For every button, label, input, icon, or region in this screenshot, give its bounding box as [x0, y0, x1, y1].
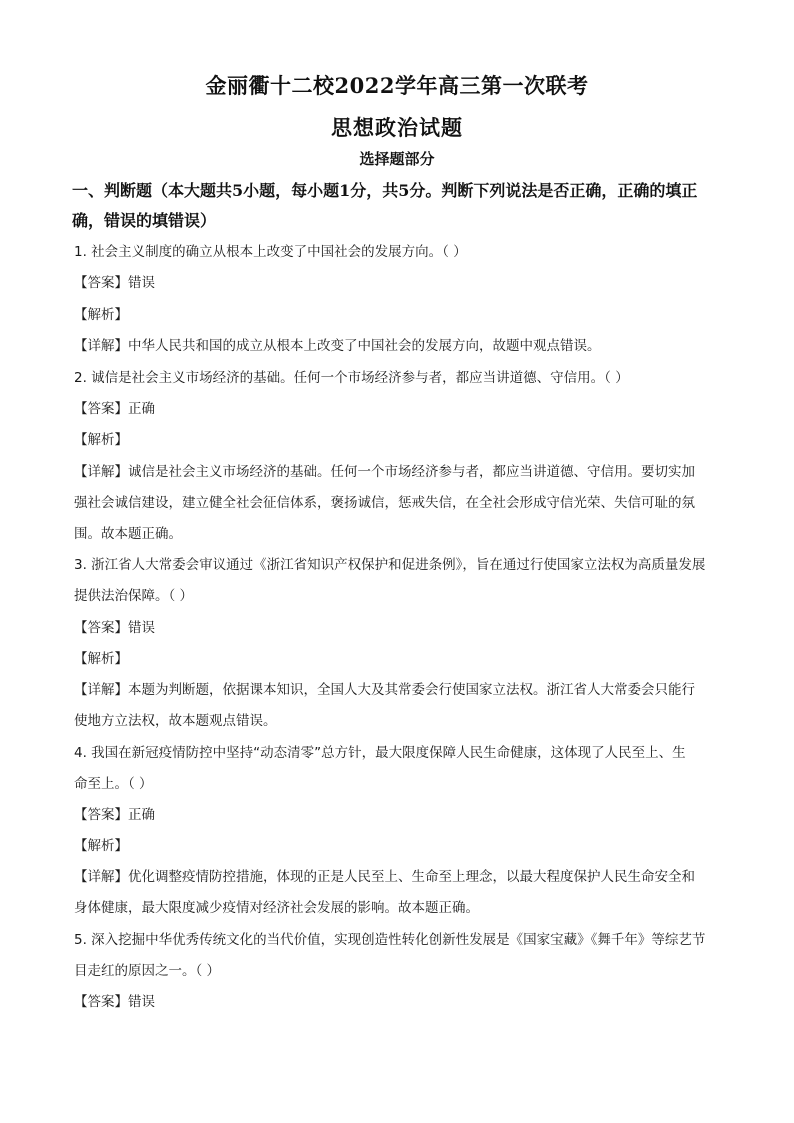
question-3-detail-line-1 [74, 680, 734, 700]
question-2-answer [74, 399, 734, 419]
detail-text: 优化调整疫情防控措施，体现的正是人民至上、生命至上理念，以最大程度保护人民生命安全和 [128, 869, 695, 885]
answer-value: 错误 [128, 275, 155, 291]
question-2-analysis-label: 【解析】 [74, 432, 128, 448]
detail-label: 【详解】 [74, 464, 128, 480]
answer-label: 【答案】 [74, 275, 128, 291]
answer-label: 【答案】 [74, 994, 128, 1010]
question-1-answer [74, 273, 734, 293]
answer-value: 正确 [128, 401, 155, 417]
question-3-stem-line-1: 3. 浙江省人大常委会审议通过《浙江省知识产权保护和促进条例》，旨在通过行使国家立法权为高质量发展 [74, 557, 706, 573]
question-4-detail-line-2: 身体健康，最大限度减少疫情对经济社会发展的影响。故本题正确。 [74, 900, 479, 916]
answer-label: 【答案】 [74, 807, 128, 823]
question-4-detail-line-1 [74, 867, 734, 887]
question-2-detail-line-3: 围。故本题正确。 [74, 526, 182, 542]
question-2-detail-line-2: 强社会诚信建设，建立健全社会征信体系，褒扬诚信，惩戒失信，在全社会形成守信光荣、失信可耻的氛 [74, 495, 695, 511]
section-heading-line-1: 一、判断题（本大题共5小题，每小题1分，共5分。判断下列说法是否正确，正确的填正 [72, 181, 698, 200]
question-3-analysis-label: 【解析】 [74, 651, 128, 667]
question-5-stem-line-2: 目走红的原因之一。（ ） [74, 963, 221, 979]
section-heading-line-2: 确，错误的填错误） [72, 211, 217, 230]
detail-label: 【详解】 [74, 869, 128, 885]
question-4-stem-line-2: 命至上。（ ） [74, 776, 153, 792]
question-3-stem-line-2: 提供法治保障。（ ） [74, 588, 194, 604]
question-4-stem-line-1: 4. 我国在新冠疫情防控中坚持“动态清零”总方针，最大限度保障人民生命健康，这体现了人民至上、生 [74, 745, 686, 761]
exam-title: 金丽衢十二校2022学年高三第一次联考 [205, 73, 589, 98]
detail-text: 中华人民共和国的成立从根本上改变了中国社会的发展方向，故题中观点错误。 [128, 338, 601, 354]
answer-value: 正确 [128, 807, 155, 823]
question-4-answer [74, 805, 734, 825]
answer-label: 【答案】 [74, 401, 128, 417]
detail-label: 【详解】 [74, 682, 128, 698]
question-4-analysis-label: 【解析】 [74, 838, 128, 854]
part-heading: 选择题部分 [359, 150, 435, 168]
question-2-stem: 2. 诚信是社会主义市场经济的基础。任何一个市场经济参与者，都应当讲道德、守信用。（ ） [74, 370, 629, 386]
question-3-answer [74, 618, 734, 638]
question-3-detail-line-2: 使地方立法权，故本题观点错误。 [74, 713, 277, 729]
detail-text: 诚信是社会主义市场经济的基础。任何一个市场经济参与者，都应当讲道德、守信用。要切实加 [128, 464, 695, 480]
answer-value: 错误 [128, 620, 155, 636]
question-5-answer [74, 992, 734, 1012]
question-1-stem: 1. 社会主义制度的确立从根本上改变了中国社会的发展方向。（ ） [74, 244, 467, 260]
question-1-analysis-label: 【解析】 [74, 307, 128, 323]
answer-value: 错误 [128, 994, 155, 1010]
question-5-stem-line-1: 5. 深入挖掘中华优秀传统文化的当代价值，实现创造性转化创新性发展是《国家宝藏》《舞千年》等综艺节 [74, 932, 706, 948]
detail-label: 【详解】 [74, 338, 128, 354]
exam-subject: 思想政治试题 [331, 115, 463, 140]
detail-text: 本题为判断题，依据课本知识，全国人大及其常委会行使国家立法权。浙江省人大常委会只能行 [128, 682, 695, 698]
question-2-detail-line-1 [74, 462, 734, 482]
answer-label: 【答案】 [74, 620, 128, 636]
question-1-detail [74, 336, 734, 356]
